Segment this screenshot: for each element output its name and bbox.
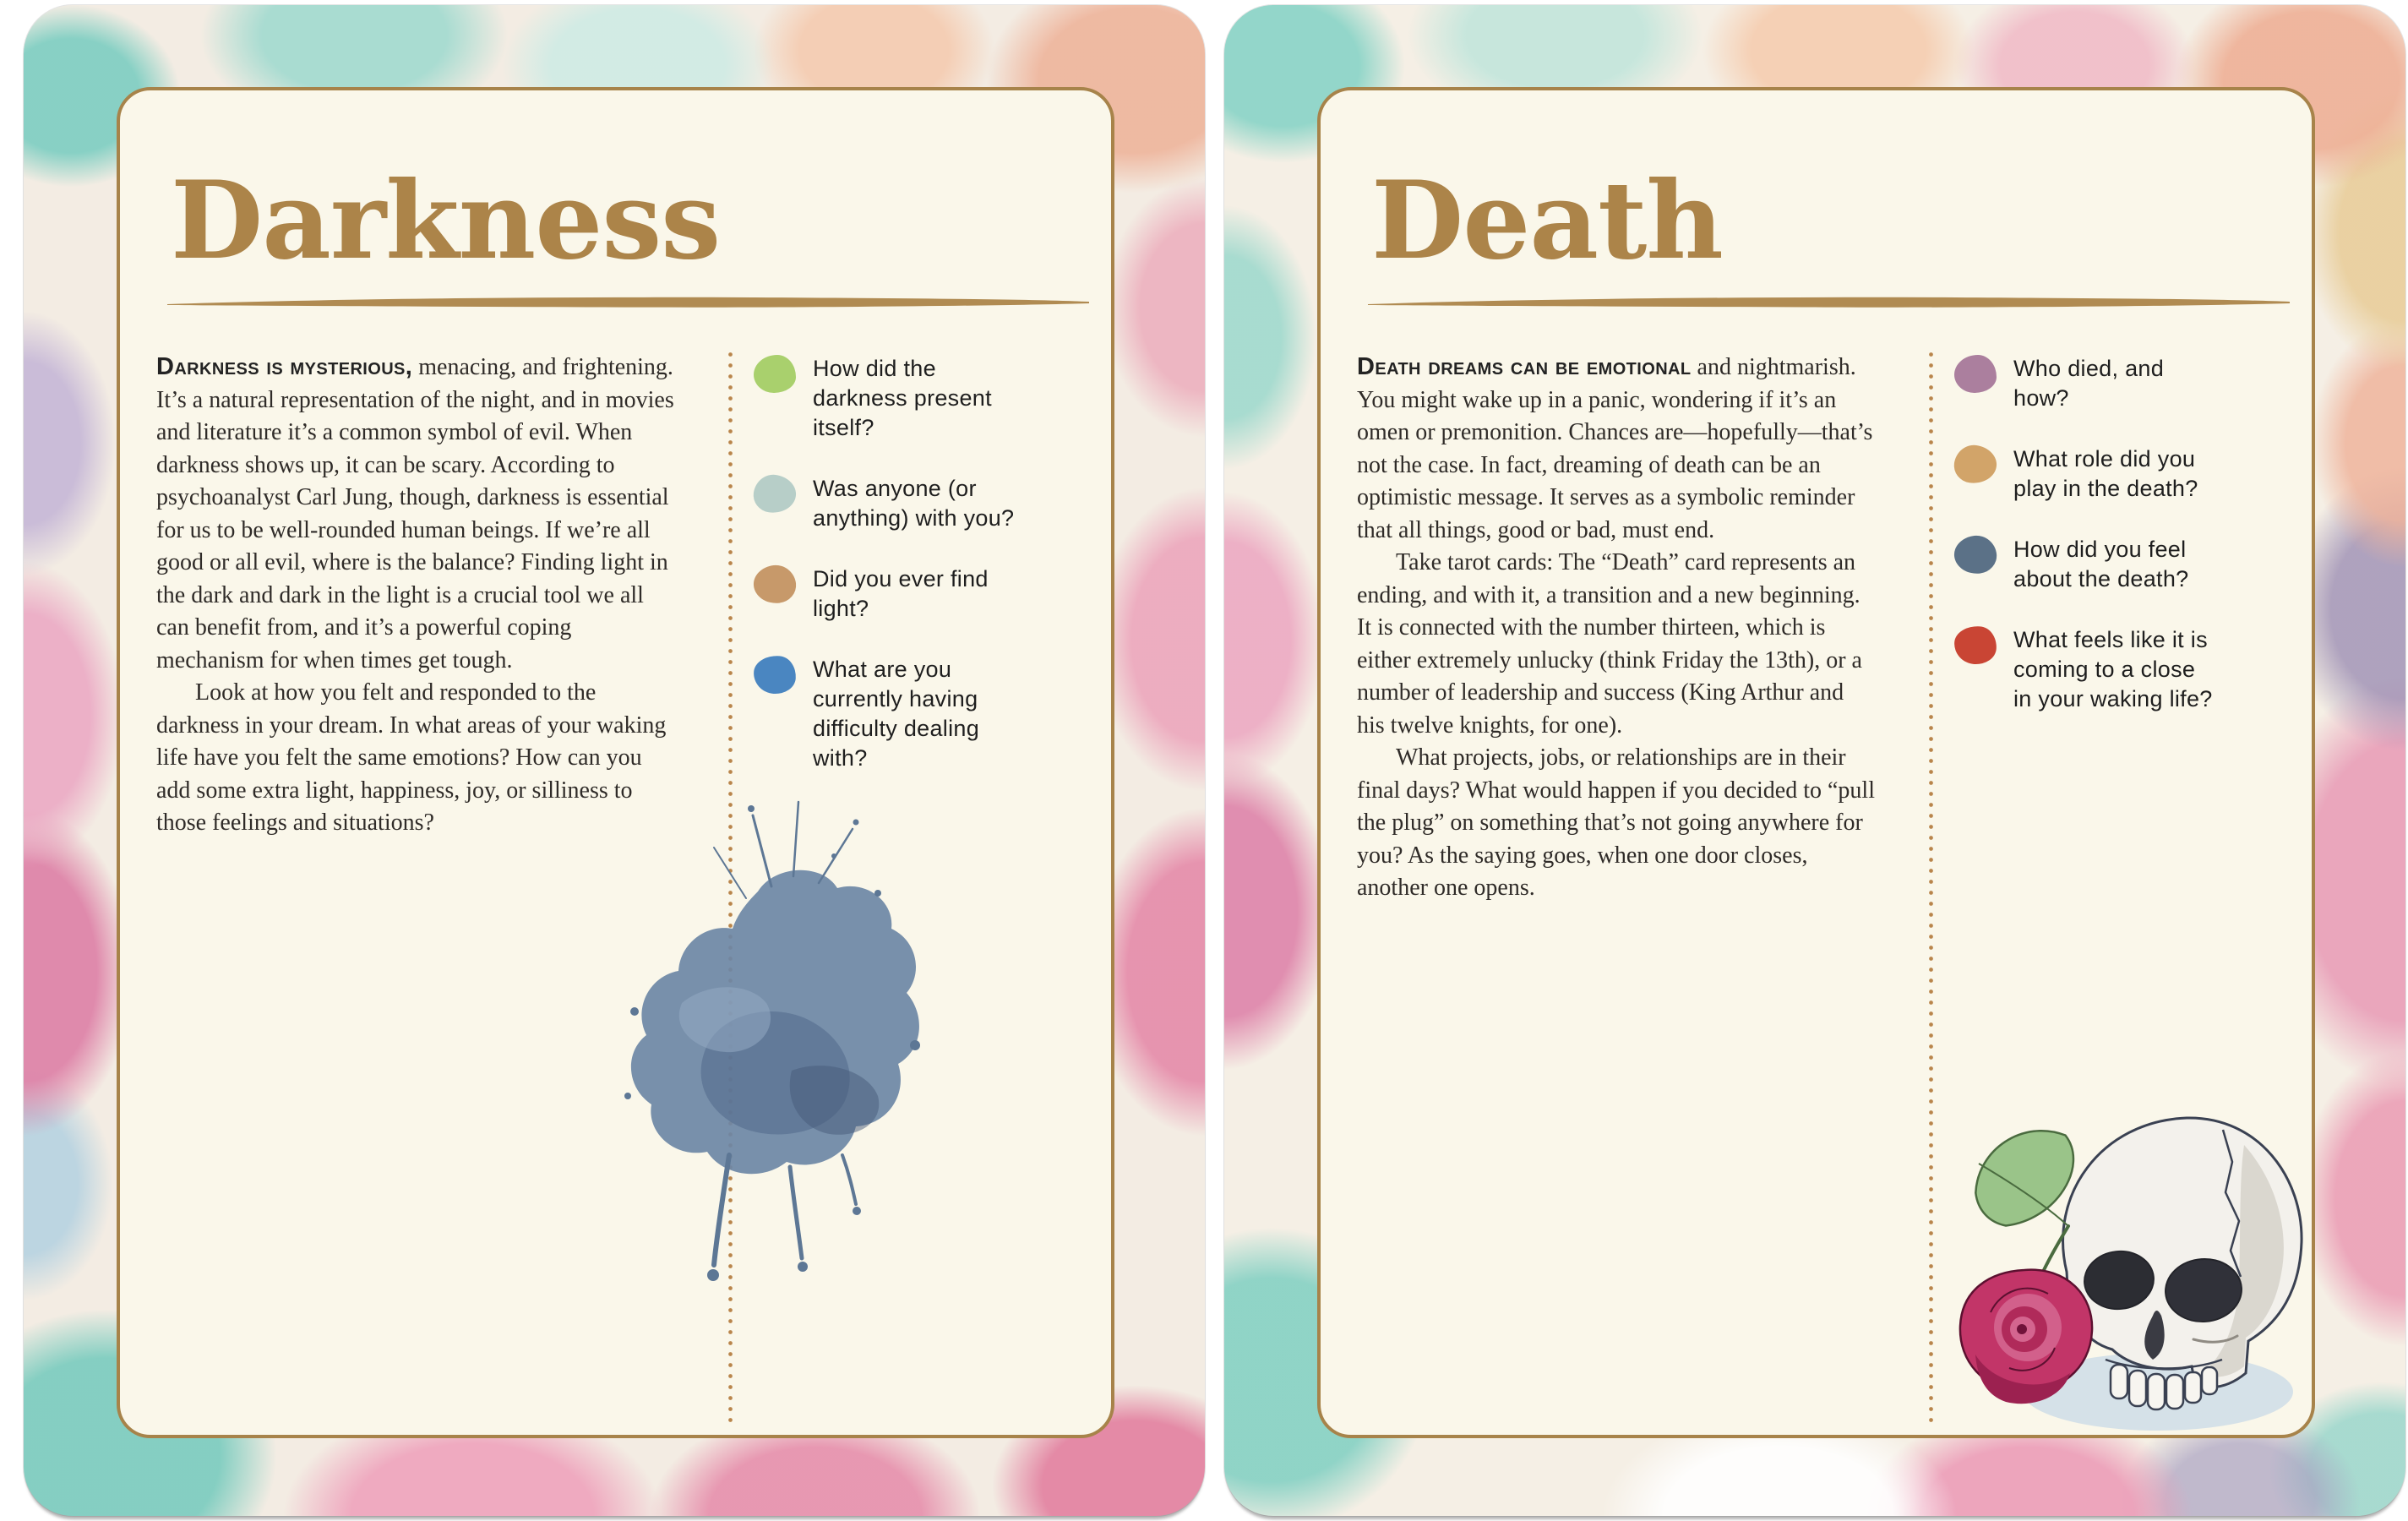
question-text: What role did you play in the death?: [2013, 446, 2198, 501]
card-darkness: [24, 5, 1205, 1516]
question-text: What are you currently having difficulty dealing with?: [813, 657, 980, 771]
card-darkness-panel: [117, 87, 1114, 1438]
watercolor-bullet: [752, 564, 798, 606]
page-title: Death: [1371, 158, 1723, 283]
lead-in-small-caps: Death dreams can be emotional: [1357, 353, 1692, 380]
paragraph: Look at how you felt and responded to the darkness in your dream. In what areas of your waking life have you felt the same emotions? How can you add some extra light, happiness, joy, or silliness to those feelings and situations?: [156, 679, 667, 836]
card-death: [1224, 5, 2405, 1516]
body-text-column: [1357, 351, 1876, 905]
skull-and-rose-illustration: [1940, 1069, 2309, 1438]
paragraph: What projects, jobs, or relationships are in their final days? What would happen if you decided to “pull the plug” on something that’s not going anywhere for you? As the saying goes, when one door closes, another one opens.: [1357, 744, 1875, 901]
watercolor-bullet: [751, 472, 798, 516]
questions-column: [754, 354, 1049, 804]
watercolor-bullet: [1953, 624, 1997, 665]
paragraph-text: and nightmarish. You might wake up in a panic, wondering if it’s an omen or premonition. Chances are—hopefully—that’s not the case. In fact, dreaming of death can be an optimistic message. It serves as a symbolic reminder that all things, good or bad, must end.: [1357, 354, 1873, 543]
question-text: Was anyone (or anything) with you?: [813, 476, 1015, 531]
question-text: Who died, and how?: [2013, 356, 2165, 411]
lead-in-small-caps: Darkness is mysterious,: [156, 353, 413, 380]
paragraph: Take tarot cards: The “Death” card represents an ending, and with it, a transition and a new beginning. It is connected with the number thirteen, which is either extremely unlucky (think Friday the 13th), or a number of leadership and success (King Arthur and his twelve knights, for one).: [1357, 549, 1862, 739]
paragraph: [156, 351, 675, 677]
body-text-column: [156, 351, 675, 840]
ink-splat-illustration: [580, 792, 948, 1307]
question-text: Did you ever find light?: [813, 566, 989, 621]
paragraph: [1357, 351, 1876, 547]
watercolor-bullet: [754, 355, 796, 393]
question-item: [754, 474, 1049, 533]
question-text: How did the darkness present itself?: [813, 356, 992, 440]
question-item: [754, 354, 1049, 443]
question-item: [754, 564, 1049, 624]
dotted-divider: [1929, 352, 1933, 1426]
watercolor-bullet: [1953, 534, 1998, 576]
questions-column: [1954, 354, 2250, 745]
watercolor-bullet: [1952, 443, 1999, 487]
question-item: [1954, 354, 2250, 413]
brush-divider: [166, 295, 1092, 310]
question-text: What feels like it is coming to a close in your waking life?: [2013, 627, 2213, 711]
paragraph-text: menacing, and frightening. It’s a natural representation of the night, and in movies and literature it’s a common symbol of evil. When darkness shows up, it can be scary. According to psychoanalyst Carl Jung, though, darkness is essential for us to be well-rounded human beings. If we’re all good or all evil, where is the balance? Finding light in the dark and dark in the light is a crucial tool we all can benefit from, and it’s a powerful coping mechanism for when times get tough.: [156, 354, 674, 673]
question-item: [1954, 444, 2250, 504]
card-death-panel: [1317, 87, 2315, 1438]
watercolor-bullet: [1954, 355, 1997, 393]
brush-divider: [1366, 295, 2292, 310]
watercolor-bullet: [752, 654, 797, 695]
question-item: [1954, 535, 2250, 594]
page-title: Darkness: [171, 158, 721, 283]
question-text: How did you feel about the death?: [2013, 537, 2189, 592]
question-item: [1954, 625, 2250, 714]
question-item: [754, 655, 1049, 773]
